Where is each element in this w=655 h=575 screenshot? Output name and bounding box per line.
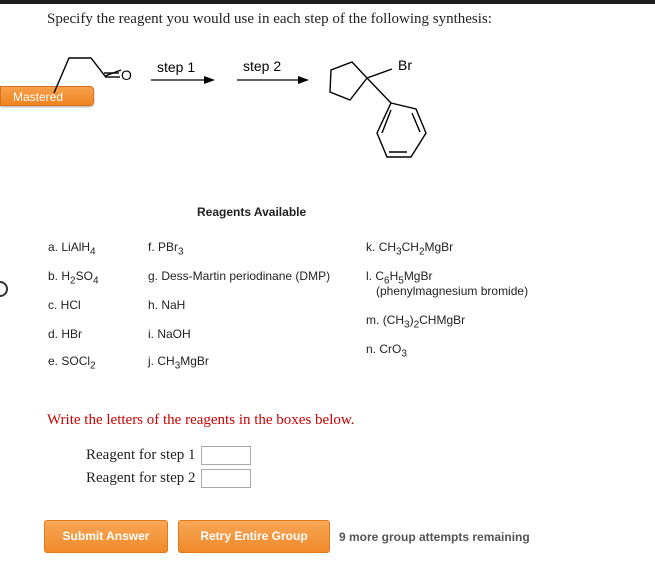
reagent-g: g. Dess-Martin periodinane (DMP) — [148, 269, 331, 283]
reagent-b: b. $H_2SO_4$ — [48, 269, 99, 287]
attempts-remaining-text: 9 more group attempts remaining — [339, 530, 530, 544]
step2-prompt: Reagent for step 2 — [86, 470, 196, 486]
reagent-n: n. CrO$_3$ — [366, 342, 407, 360]
step2-input[interactable] — [201, 469, 251, 488]
step1-input[interactable] — [201, 446, 251, 465]
mastered-tab[interactable]: Mastered — [0, 86, 94, 106]
submit-answer-button[interactable]: Submit Answer — [44, 520, 168, 553]
step2-arrow-icon — [237, 76, 309, 84]
reagent-f: f. PBr$_3$ — [148, 240, 184, 258]
question-text: Specify the reagent you would use in each step of the following synthesis: — [47, 11, 492, 27]
reagent-a: a. LiAlH$_4$ — [48, 240, 96, 258]
reagent-j: j. $CH_3MgBr$ — [148, 354, 209, 372]
instruction-text: Write the letters of the reagents in the boxes below. — [47, 412, 355, 428]
reagent-k: k. $CH_3CH_2MgBr$ — [366, 240, 454, 258]
scroll-indicator-icon[interactable] — [0, 281, 8, 297]
reagent-l-name: (phenylmagnesium bromide) — [376, 284, 529, 298]
step1-arrow-icon — [151, 76, 215, 84]
step1-label: step 1 — [157, 59, 196, 75]
step2-label: step 2 — [243, 58, 282, 74]
reagent-e: e. SOCl$_2$ — [48, 354, 96, 372]
carbonyl-oxygen-label: O — [121, 67, 132, 83]
bromine-label: Br — [398, 57, 412, 73]
reagent-l: l. $C_6H_5MgBr$ — [366, 269, 433, 287]
step1-prompt: Reagent for step 1 — [86, 447, 196, 463]
reagent-m: m. $(CH_3)_2CHMgBr$ — [366, 313, 466, 331]
step2-row — [86, 470, 196, 487]
synthesis-scheme — [0, 0, 655, 200]
reagent-d: d. HBr — [48, 327, 83, 341]
reagent-c: c. HCl — [48, 298, 81, 312]
reagent-i: i. NaOH — [148, 327, 191, 341]
retry-entire-group-button[interactable]: Retry Entire Group — [178, 520, 330, 553]
step1-row — [86, 447, 196, 464]
reagent-h: h. NaH — [148, 298, 186, 312]
reagents-title: Reagents Available — [197, 205, 307, 219]
starting-material-structure — [54, 58, 121, 93]
product-structure — [330, 62, 426, 157]
